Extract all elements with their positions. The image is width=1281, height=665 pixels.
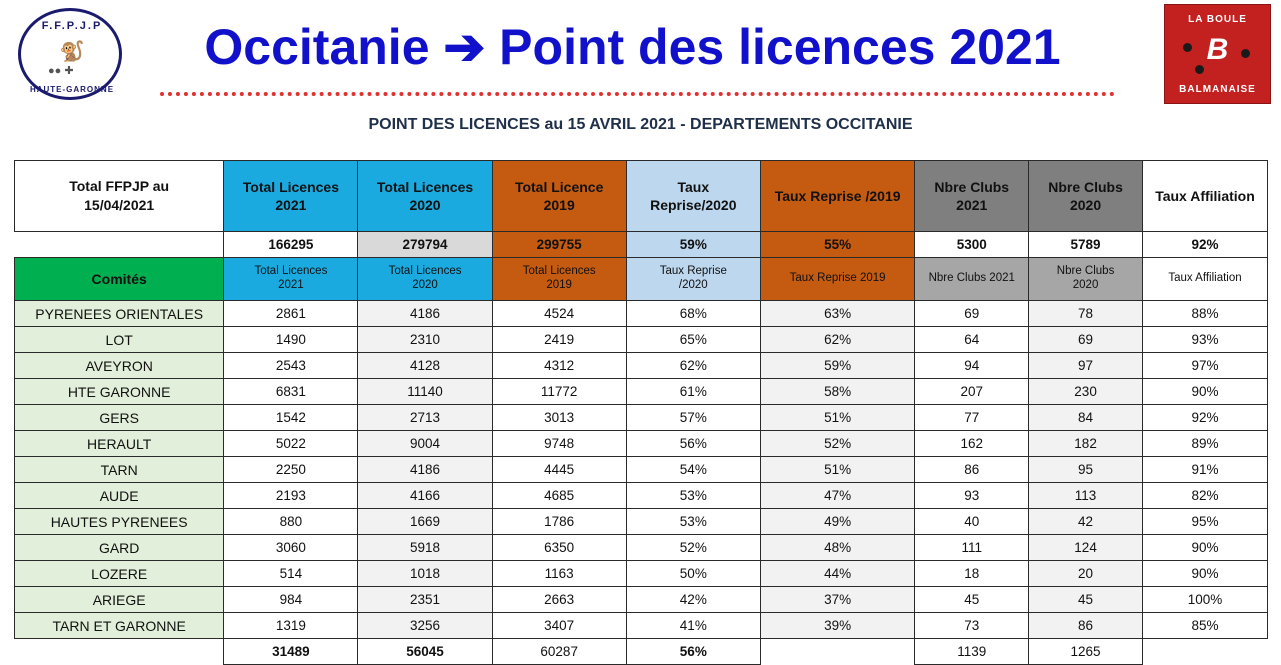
header-total-licence-2019 — [492, 161, 626, 232]
row-clubs-2020: 230 — [1029, 379, 1143, 405]
row-taux-affiliation: 92% — [1142, 405, 1267, 431]
subheader-taux-reprise-2020 — [626, 258, 760, 301]
table-row — [15, 327, 1268, 353]
row-licences-2019: 6350 — [492, 535, 626, 561]
row-dept-name: AVEYRON — [15, 353, 224, 379]
row-taux-reprise-2019: 44% — [760, 561, 914, 587]
row-licences-2020: 4186 — [358, 457, 492, 483]
table-row — [15, 353, 1268, 379]
subheader-line2: /2020 — [678, 279, 708, 291]
subheader-nbre-clubs-2021 — [915, 258, 1029, 301]
row-licences-2019: 4685 — [492, 483, 626, 509]
row-taux-reprise-2020: 61% — [626, 379, 760, 405]
title-underline — [160, 92, 1115, 96]
row-licences-2021: 2543 — [224, 353, 358, 379]
subheader-line1: Taux Affiliation — [1168, 272, 1242, 285]
row-dept-name: ARIEGE — [15, 587, 224, 613]
subheader-line1: Nbre Clubs — [1056, 265, 1115, 278]
row-taux-reprise-2019: 58% — [760, 379, 914, 405]
row-clubs-2020: 124 — [1029, 535, 1143, 561]
row-dept-name: HAUTES PYRENEES — [15, 509, 224, 535]
row-licences-2020: 4128 — [358, 353, 492, 379]
subheader-taux-affiliation — [1142, 258, 1267, 301]
footer-clubs-2021: 1139 — [915, 639, 1029, 665]
row-taux-affiliation: 89% — [1142, 431, 1267, 457]
row-taux-reprise-2019: 62% — [760, 327, 914, 353]
row-clubs-2021: 64 — [915, 327, 1029, 353]
row-dept-name: GARD — [15, 535, 224, 561]
header-taux-reprise-2019 — [760, 161, 914, 232]
national-nbre-clubs-2021: 5300 — [915, 232, 1029, 258]
header-nbre-clubs-2021 — [915, 161, 1029, 232]
column-subheader-row — [15, 258, 1268, 301]
row-taux-reprise-2019: 47% — [760, 483, 914, 509]
logo-right-center-text: B — [1206, 33, 1229, 66]
table-header-row — [15, 161, 1268, 232]
row-clubs-2020: 69 — [1029, 327, 1143, 353]
footer-clubs-2020: 1265 — [1029, 639, 1143, 665]
row-taux-affiliation: 88% — [1142, 301, 1267, 327]
row-taux-reprise-2020: 42% — [626, 587, 760, 613]
subheader-line2: 2020 — [412, 279, 438, 291]
row-licences-2019: 9748 — [492, 431, 626, 457]
comites-label: Comités — [15, 258, 224, 301]
row-taux-affiliation: 90% — [1142, 379, 1267, 405]
footer-blank — [15, 639, 224, 665]
row-licences-2020: 1669 — [358, 509, 492, 535]
row-licences-2021: 2250 — [224, 457, 358, 483]
footer-licences-2020: 56045 — [358, 639, 492, 665]
row-licences-2019: 4524 — [492, 301, 626, 327]
header-line1: Nbre Clubs — [1048, 178, 1123, 195]
ffpjp-logo — [18, 8, 126, 104]
row-dept-name: PYRENEES ORIENTALES — [15, 301, 224, 327]
header-line2: 2020 — [409, 197, 441, 213]
subheader-line1: Total Licences — [522, 265, 596, 278]
header-line2: 2019 — [543, 197, 575, 213]
row-licences-2021: 2193 — [224, 483, 358, 509]
row-taux-reprise-2020: 54% — [626, 457, 760, 483]
row-clubs-2021: 40 — [915, 509, 1029, 535]
row-clubs-2021: 73 — [915, 613, 1029, 639]
row-licences-2020: 2310 — [358, 327, 492, 353]
row-licences-2021: 1542 — [224, 405, 358, 431]
row-dept-name: AUDE — [15, 483, 224, 509]
header-line1: Taux — [677, 178, 710, 195]
subheader-line2: 2021 — [278, 279, 304, 291]
row-taux-reprise-2020: 52% — [626, 535, 760, 561]
table-row — [15, 613, 1268, 639]
footer-taux-reprise-2020: 56% — [626, 639, 760, 665]
national-total-licence-2019: 299755 — [492, 232, 626, 258]
row-clubs-2020: 20 — [1029, 561, 1143, 587]
subheader-line1: Nbre Clubs 2021 — [928, 272, 1015, 285]
footer-licences-2021: 31489 — [224, 639, 358, 665]
row-taux-affiliation: 90% — [1142, 561, 1267, 587]
row-licences-2021: 2861 — [224, 301, 358, 327]
row-clubs-2021: 69 — [915, 301, 1029, 327]
row-licences-2021: 3060 — [224, 535, 358, 561]
row-taux-reprise-2019: 48% — [760, 535, 914, 561]
row-dept-name: HTE GARONNE — [15, 379, 224, 405]
row-licences-2020: 2351 — [358, 587, 492, 613]
row-clubs-2021: 18 — [915, 561, 1029, 587]
row-dept-name: LOZERE — [15, 561, 224, 587]
table-row — [15, 509, 1268, 535]
row-licences-2020: 3256 — [358, 613, 492, 639]
row-clubs-2020: 95 — [1029, 457, 1143, 483]
logo-bottom-text: HAUTE-GARONNE — [29, 85, 115, 94]
row-taux-reprise-2020: 65% — [626, 327, 760, 353]
table-row — [15, 405, 1268, 431]
row-clubs-2021: 77 — [915, 405, 1029, 431]
header-line2: 2021 — [275, 197, 307, 213]
table-row — [15, 301, 1268, 327]
row-clubs-2021: 45 — [915, 587, 1029, 613]
row-licences-2021: 1490 — [224, 327, 358, 353]
subheader-line1: Taux Reprise — [659, 265, 727, 278]
row-taux-reprise-2019: 51% — [760, 405, 914, 431]
row-clubs-2020: 182 — [1029, 431, 1143, 457]
row-taux-reprise-2020: 62% — [626, 353, 760, 379]
header-line2: Reprise/2020 — [650, 197, 737, 213]
row-clubs-2021: 94 — [915, 353, 1029, 379]
row-taux-reprise-2020: 41% — [626, 613, 760, 639]
logo-right-bottom-text: BALMANAISE — [1179, 84, 1256, 95]
row-licences-2019: 3013 — [492, 405, 626, 431]
header-line1: Nbre Clubs — [934, 178, 1010, 195]
row-licences-2020: 11140 — [358, 379, 492, 405]
corner-label-line1: Total FFPJP au — [69, 178, 170, 195]
row-taux-affiliation: 82% — [1142, 483, 1267, 509]
row-dept-name: TARN ET GARONNE — [15, 613, 224, 639]
subheader-line1: Total Licences — [388, 265, 462, 278]
row-taux-affiliation: 85% — [1142, 613, 1267, 639]
header-taux-reprise-2020 — [626, 161, 760, 232]
table-row — [15, 431, 1268, 457]
licenses-table-container — [14, 160, 1268, 665]
subheader-line1: Taux Reprise 2019 — [789, 272, 886, 285]
footer-totals-row — [15, 639, 1268, 665]
row-licences-2021: 5022 — [224, 431, 358, 457]
row-taux-reprise-2020: 53% — [626, 509, 760, 535]
row-taux-reprise-2019: 52% — [760, 431, 914, 457]
header-line1: Taux Reprise /2019 — [774, 187, 901, 204]
national-taux-reprise-2020: 59% — [626, 232, 760, 258]
national-totals-blank — [15, 232, 224, 258]
row-clubs-2020: 42 — [1029, 509, 1143, 535]
row-taux-reprise-2020: 50% — [626, 561, 760, 587]
row-clubs-2020: 45 — [1029, 587, 1143, 613]
row-taux-affiliation: 91% — [1142, 457, 1267, 483]
row-taux-reprise-2020: 57% — [626, 405, 760, 431]
footer-taux-affiliation — [1142, 639, 1267, 665]
row-taux-reprise-2019: 37% — [760, 587, 914, 613]
row-licences-2021: 880 — [224, 509, 358, 535]
subheader-line2: 2020 — [1072, 279, 1099, 291]
table-row — [15, 535, 1268, 561]
logo-top-text: F.F.P.J.P — [41, 20, 103, 32]
row-dept-name: LOT — [15, 327, 224, 353]
row-licences-2020: 2713 — [358, 405, 492, 431]
row-licences-2019: 2419 — [492, 327, 626, 353]
licenses-table — [14, 160, 1268, 665]
header-total-licences-2021 — [224, 161, 358, 232]
subheader-total-licences-2020 — [358, 258, 492, 301]
row-licences-2021: 1319 — [224, 613, 358, 639]
header-line2: 2020 — [1069, 197, 1102, 213]
row-dept-name: HERAULT — [15, 431, 224, 457]
row-licences-2019: 11772 — [492, 379, 626, 405]
table-subtitle: POINT DES LICENCES au 15 AVRIL 2021 - DEPARTEMENTS OCCITANIE — [368, 116, 913, 133]
header-line1: Taux Affiliation — [1155, 187, 1255, 204]
row-licences-2019: 4445 — [492, 457, 626, 483]
corner-label-line2: 15/04/2021 — [84, 197, 155, 213]
row-taux-affiliation: 93% — [1142, 327, 1267, 353]
subheader-taux-reprise-2019 — [760, 258, 914, 301]
row-clubs-2020: 78 — [1029, 301, 1143, 327]
row-licences-2019: 2663 — [492, 587, 626, 613]
row-dept-name: TARN — [15, 457, 224, 483]
row-licences-2020: 1018 — [358, 561, 492, 587]
row-clubs-2021: 111 — [915, 535, 1029, 561]
table-row — [15, 587, 1268, 613]
row-clubs-2020: 97 — [1029, 353, 1143, 379]
row-licences-2021: 514 — [224, 561, 358, 587]
row-clubs-2021: 162 — [915, 431, 1029, 457]
header-line1: Total Licence — [514, 178, 604, 195]
row-clubs-2021: 86 — [915, 457, 1029, 483]
row-licences-2020: 5918 — [358, 535, 492, 561]
row-taux-reprise-2019: 59% — [760, 353, 914, 379]
boule-balmanaise-logo — [1164, 4, 1271, 104]
header-line1: Total Licences — [242, 178, 339, 195]
subheader-line1: Total Licences — [254, 265, 328, 278]
header-line1: Total Licences — [376, 178, 474, 195]
row-taux-affiliation: 95% — [1142, 509, 1267, 535]
row-licences-2021: 6831 — [224, 379, 358, 405]
row-clubs-2021: 93 — [915, 483, 1029, 509]
table-row — [15, 561, 1268, 587]
row-licences-2019: 3407 — [492, 613, 626, 639]
table-row — [15, 457, 1268, 483]
national-totals-row — [15, 232, 1268, 258]
row-taux-reprise-2019: 49% — [760, 509, 914, 535]
row-licences-2019: 1786 — [492, 509, 626, 535]
subheader-total-licences-2019 — [492, 258, 626, 301]
subheader-total-licences-2021 — [224, 258, 358, 301]
footer-taux-reprise-2019 — [760, 639, 914, 665]
footer-licences-2019: 60287 — [492, 639, 626, 665]
rooster-icon: 🐒 — [59, 41, 85, 63]
national-taux-affiliation: 92% — [1142, 232, 1267, 258]
logo-right-top-text: LA BOULE — [1188, 14, 1247, 25]
subheader-nbre-clubs-2020 — [1029, 258, 1143, 301]
row-licences-2020: 4186 — [358, 301, 492, 327]
national-total-licences-2020: 279794 — [358, 232, 492, 258]
national-nbre-clubs-2020: 5789 — [1029, 232, 1143, 258]
row-clubs-2020: 86 — [1029, 613, 1143, 639]
row-taux-reprise-2020: 56% — [626, 431, 760, 457]
row-licences-2020: 9004 — [358, 431, 492, 457]
row-taux-reprise-2020: 68% — [626, 301, 760, 327]
page-header — [0, 0, 1281, 112]
table-row — [15, 483, 1268, 509]
national-taux-reprise-2019: 55% — [760, 232, 914, 258]
row-clubs-2021: 207 — [915, 379, 1029, 405]
row-taux-affiliation: 97% — [1142, 353, 1267, 379]
row-taux-affiliation: 100% — [1142, 587, 1267, 613]
row-licences-2020: 4166 — [358, 483, 492, 509]
row-taux-reprise-2019: 63% — [760, 301, 914, 327]
header-total-licences-2020 — [358, 161, 492, 232]
row-clubs-2020: 84 — [1029, 405, 1143, 431]
subheader-line2: 2019 — [546, 279, 572, 291]
row-taux-reprise-2020: 53% — [626, 483, 760, 509]
row-licences-2021: 984 — [224, 587, 358, 613]
corner-label-cell — [15, 161, 224, 232]
header-line2: 2021 — [956, 197, 988, 213]
row-taux-reprise-2019: 39% — [760, 613, 914, 639]
row-taux-affiliation: 90% — [1142, 535, 1267, 561]
table-row — [15, 379, 1268, 405]
national-total-licences-2021: 166295 — [224, 232, 358, 258]
row-licences-2019: 1163 — [492, 561, 626, 587]
row-dept-name: GERS — [15, 405, 224, 431]
row-clubs-2020: 113 — [1029, 483, 1143, 509]
page-title: Occitanie ➔ Point des licences 2021 — [204, 19, 1061, 75]
row-taux-reprise-2019: 51% — [760, 457, 914, 483]
header-taux-affiliation — [1142, 161, 1267, 232]
header-nbre-clubs-2020 — [1029, 161, 1143, 232]
petanque-balls-icon: ●● ✚ — [48, 65, 74, 77]
row-licences-2019: 4312 — [492, 353, 626, 379]
